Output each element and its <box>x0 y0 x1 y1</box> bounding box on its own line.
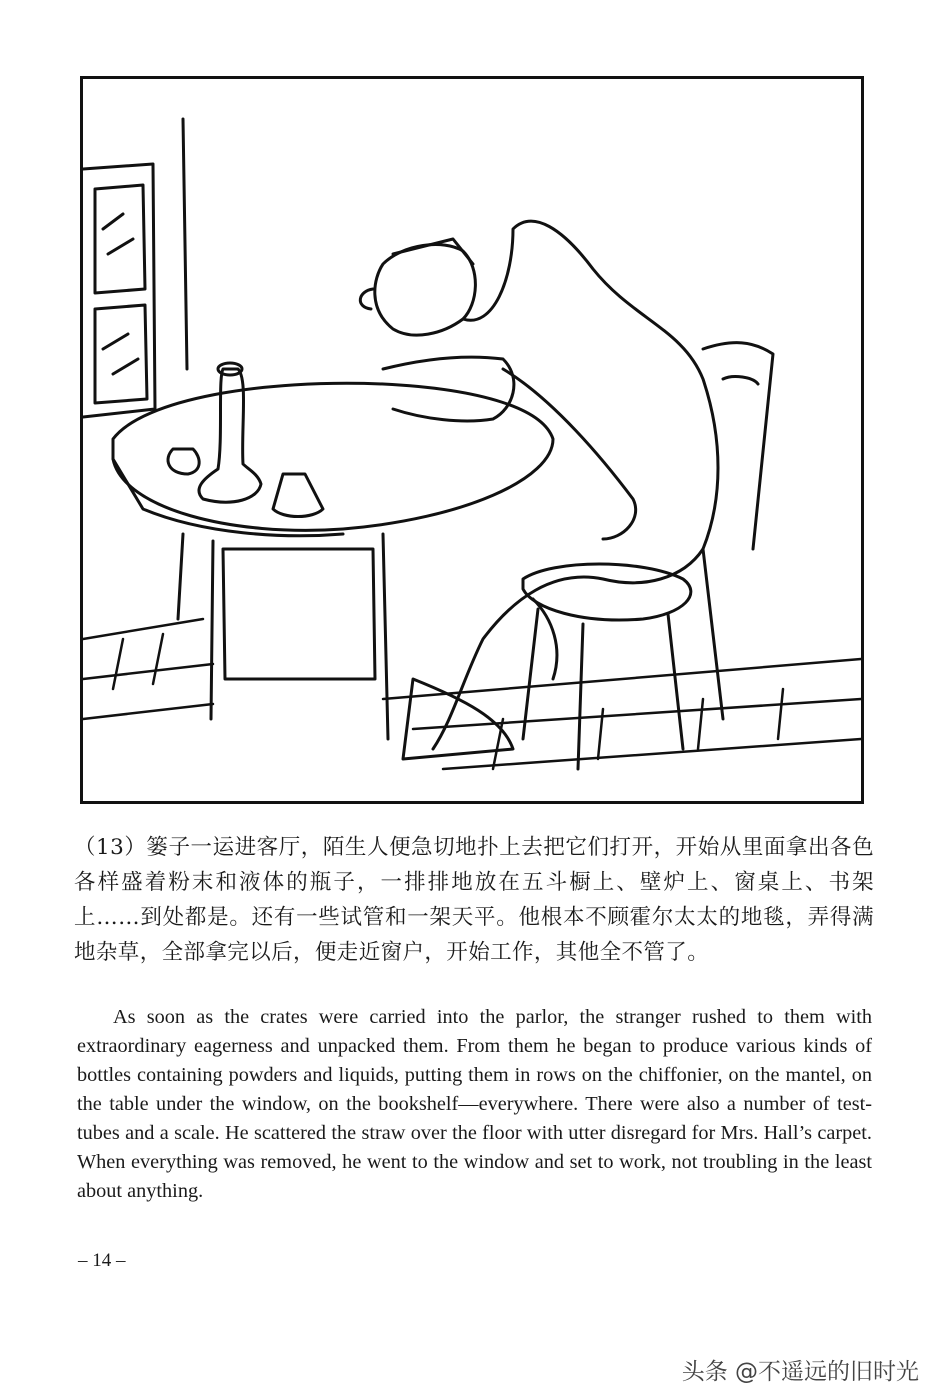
pen-drawing-illustration <box>83 79 861 801</box>
english-caption <box>77 1003 872 1206</box>
page-number: – 14 – <box>78 1250 126 1271</box>
table <box>113 383 553 739</box>
floor <box>83 619 861 769</box>
window <box>83 119 187 417</box>
english-caption-text: As soon as the crates were carried into the parlor, the stranger rushed to them with extraordinary eagerness and unpacked them. From them he began to produce various kinds of bottles containing powders and liquids, putting them in rows on the chiffonier, on the mantel, on the table under the window, on the bookshelf—everywhere. There were also a number of test-tubes and a scale. He scattered the straw over the floor with utter disregard for Mrs. Hall’s carpet. When everything was removed, he went to the window and set to work, not troubling in the least about anything. <box>77 1006 872 1202</box>
chair <box>523 343 773 769</box>
seated-man <box>360 221 718 759</box>
illustration-frame <box>80 76 864 804</box>
chinese-caption: （13）篓子一运进客厅，陌生人便急切地扑上去把它们打开，开始从里面拿出各色各样盛着粉末和液体的瓶子，一排排地放在五斗橱上、壁炉上、窗桌上、书架上……到处都是。还有一些试管和一架天平。他根本不顾霍尔太太的地毯，弄得满地杂草，全部拿完以后，便走近窗户，开始工作，其他全不管了。 <box>74 835 874 965</box>
bottles <box>168 363 323 517</box>
source-watermark: 头条 @不遥远的旧时光 <box>681 1359 919 1385</box>
